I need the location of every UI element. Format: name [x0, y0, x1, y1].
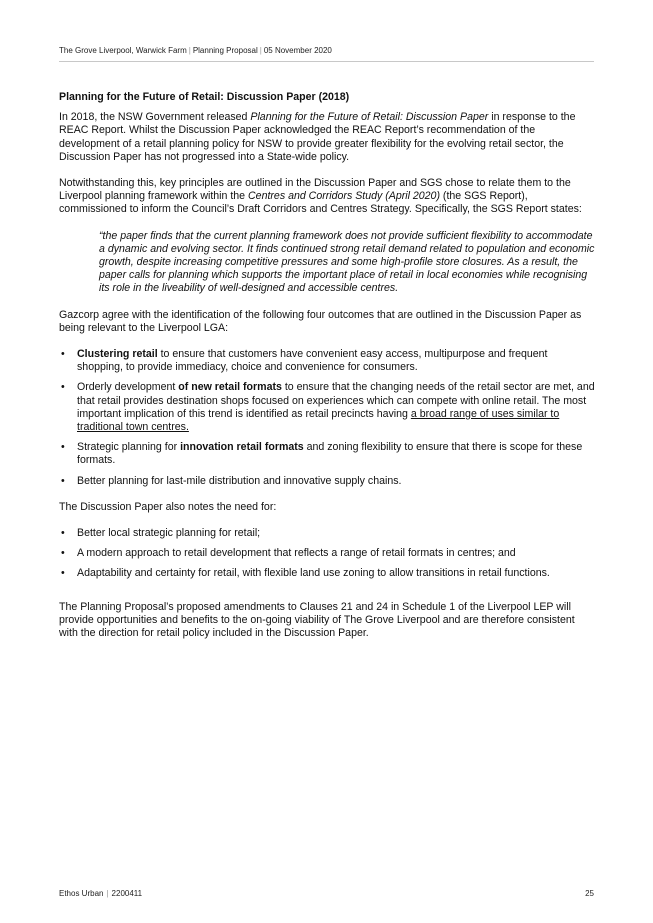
list-item: • Orderly development of new retail formats to ensure that the changing needs of the retail sector are met, and that retail provides destination shops focused on experiences which can compete with online retail. The most important implication of this trend is identified as retail precincts having a broad range of uses similar to traditional town centres.	[59, 381, 595, 434]
header-divider	[59, 61, 594, 62]
section-heading: Planning for the Future of Retail: Discussion Paper (2018)	[59, 91, 350, 103]
paragraph-conclusion: The Planning Proposal’s proposed amendments to Clauses 21 and 24 in Schedule 1 of the Liverpool LEP will provide opportunities and benefits to the on-going viability of The Grove Liverpool and are therefore consistent with the direction for retail policy included in the Discussion Paper.	[59, 600, 575, 640]
paragraph-sgs: Notwithstanding this, key principles are outlined in the Discussion Paper and SGS chose to relate them to the Liverpool planning framework within the Centres and Corridors Study (April 2020) (the SGS Report), commissioned to inform the Council’s Draft Corridors and Centres Strategy. Specifically, the SGS Report states:	[59, 177, 582, 216]
list-item: • Adaptability and certainty for retail, with flexible land use zoning to allow transitions in retail functions.	[59, 567, 595, 580]
publication-title: Planning for the Future of Retail: Discussion Paper	[250, 111, 489, 124]
underlined-text: a broad range of uses similar to traditional town centres.	[77, 407, 560, 434]
page-body	[59, 91, 595, 653]
header-project: The Grove Liverpool, Warwick Farm	[59, 46, 187, 55]
paragraph-intro: In 2018, the NSW Government released Planning for the Future of Retail: Discussion Paper in response to the REAC Report. Whilst the Discussion Paper acknowledged the REAC Report’s recommendation of the development of a retail planning policy for NSW to provide greater flexibility for the evolving retail sector, the Discussion Paper has not progressed into a State-wide policy.	[59, 111, 576, 163]
paragraph-outcomes-intro: Gazcorp agree with the identification of the following four outcomes that are outlined in the Discussion Paper as being relevant to the Liverpool LGA:	[59, 308, 582, 334]
list-item: • Clustering retail to ensure that customers have convenient easy access, multipurpose and frequent shopping, to provide immediacy, choice and convenience for consumers.	[59, 348, 595, 374]
page-footer: Ethos Urban | 2200411 25	[59, 889, 594, 898]
needs-list	[59, 527, 595, 581]
study-title: Centres and Corridors Study (April 2020)	[248, 190, 440, 203]
sgs-quote: “the paper finds that the current planning framework does not provide sufficient flexibility to accommodate a dynamic and evolving sector. It finds continued strong retail demand related to population and economic growth, despite increasing competitive pressures and some high-profile store closures. As a result, the paper calls for planning which supports the important place of retail in local economies while recognising its role in the liveability of well-designed and accessible centres.	[99, 229, 595, 295]
footer-company: Ethos Urban	[59, 889, 104, 898]
page-number: 25	[585, 889, 594, 898]
outcomes-list	[59, 348, 595, 488]
page-header: The Grove Liverpool, Warwick Farm | Planning Proposal | 05 November 2020	[59, 46, 332, 55]
paragraph-needs-intro: The Discussion Paper also notes the need for:	[59, 500, 277, 513]
footer-job-number: 2200411	[111, 889, 143, 898]
list-item: • Better local strategic planning for retail;	[59, 527, 595, 540]
list-item: • Better planning for last-mile distribution and innovative supply chains.	[59, 475, 595, 488]
header-document: Planning Proposal	[192, 46, 258, 55]
header-date: 05 November 2020	[263, 46, 332, 55]
list-item: • Strategic planning for innovation retail formats and zoning flexibility to ensure that there is scope for these formats.	[59, 441, 595, 467]
list-item: • A modern approach to retail development that reflects a range of retail formats in centres; and	[59, 547, 595, 560]
